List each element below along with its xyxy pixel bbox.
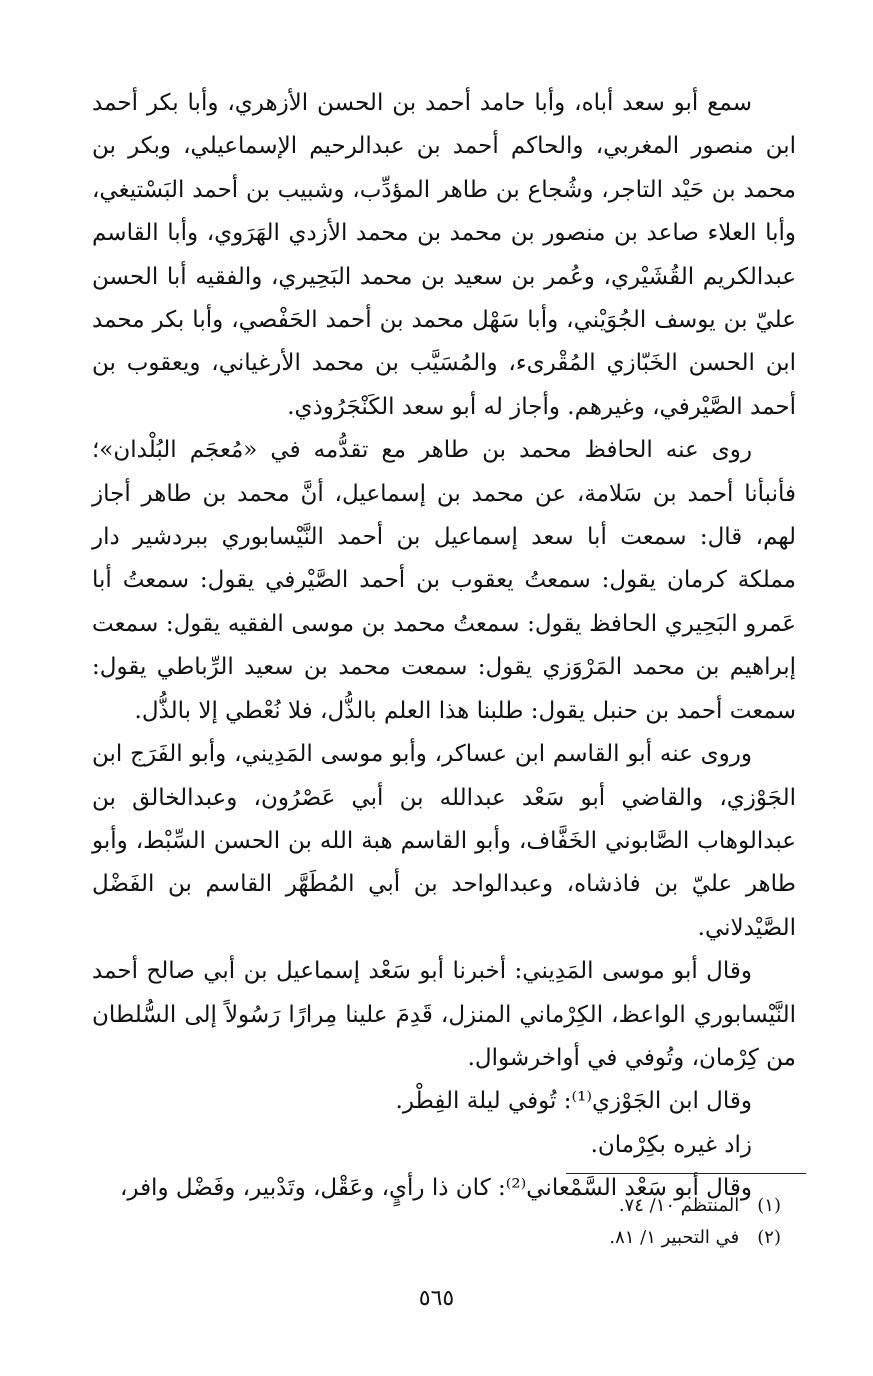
paragraph-narrators-heard: سمع أبو سعد أباه، وأبا حامد أحمد بن الحسن الأزهري، وأبا بكر أحمد ابن منصور المغربي، والحاكم أحمد بن عبدالرحيم الإسماعيلي، وبكر بن محمد بن حَيْد التاجر، وشُجاع بن طاهر المؤدِّب، وشبيب بن أحمد البَسْتيغي، وأبا العلاء صاعد بن منصور بن محمد بن محمد الأزدي الهَرَوي، وأبا القاسم عبدالكريم القُشَيْري، وعُمر بن سعيد بن محمد البَحِيري، والفقيه أبا الحسن عليّ بن يوسف الجُوَيْني، وأبا سَهْل محمد بن أحمد الحَفْصي، وأبا بكر محمد ابن الحسن الخَبّازي المُقْرىء، والمُسَيَّب بن محمد الأرغياني، ويعقوب بن أحمد الصَّيْرفي، وغيرهم. وأجاز له أبو سعد الكَنْجَرُوذي. [92,90,796,420]
footnote-2 [77,1222,781,1254]
footnote-marker: (١) [757,1195,781,1216]
main-text [92,82,796,1211]
footnote-text: المنتظم ١٠/ ٧٤. [618,1195,740,1216]
footnote-divider [566,1173,806,1174]
page-content [92,82,796,1211]
footnotes [77,1190,781,1254]
footnote-1 [77,1190,781,1222]
paragraph-addition: زاد غيره بكِرْمان. [590,1131,752,1158]
paragraph-narrated-from-him: روى عنه الحافظ محمد بن طاهر مع تقدُّمه في «مُعجَم البُلْدان»؛ فأنبأنا أحمد بن سَلامة، عن محمد بن إسماعيل، أنَّ محمد بن طاهر أجاز لهم، قال: سمعت أبا سعد إسماعيل بن أحمد النَّيْسابوري ببردشير دار مملكة كرمان يقول: سمعتُ يعقوب بن أحمد الصَّيْرفي يقول: سمعتُ أبا عَمرو البَحِيري الحافظ يقول: سمعتُ محمد بن موسى الفقيه يقول: سمعت إبراهيم بن محمد المَرْوَزي يقول: سمعت محمد بن سعيد الرِّباطي يقول: سمعت أحمد بن حنبل يقول: طلبنا هذا العلم بالذُّل، فلا نُعْطي إلا بالذُّل. [92,437,796,724]
footnote-marker: (٢) [757,1227,781,1248]
page-number: ٥٦٥ [418,1286,455,1311]
paragraph-ibn-jawzi-quote: وقال ابن الجَوْزي⁽¹⁾: تُوفي ليلة الفِطْر. [395,1088,752,1115]
footnote-text: في التحبير ١/ ٨١. [609,1227,740,1248]
paragraph-samani-quote: وقال أبو سَعْد السَّمْعاني⁽²⁾: كان ذا رأيٍ، وعَقْل، وتَدْبير، وفَضْل وافر، [119,1175,752,1202]
paragraph-abu-musa-quote: وقال أبو موسى المَدِيني: أخبرنا أبو سَعْد إسماعيل بن أبي صالح أحمد النَّيْسابوري الواعظ، الكِرْماني المنزل، قَدِمَ علينا مِرارًا رَسُولاً إلى السُّلطان من كِرْمان، وتُوفي في أواخرشوال. [92,958,796,1071]
paragraph-students: وروى عنه أبو القاسم ابن عساكر، وأبو موسى المَدِيني، وأبو الفَرَج ابن الجَوْزي، والقاضي أبو سَعْد عبدالله بن أبي عَصْرُون، وعبدالخالق بن عبدالوهاب الصَّابوني الخَفَّاف، وأبو القاسم هبة الله بن الحسن السِّبْط، وأبو طاهر عليّ بن فاذشاه، وعبدالواحد بن أبي المُطَهَّر القاسم بن الفَضْل الصَّيْدلاني. [92,741,796,941]
